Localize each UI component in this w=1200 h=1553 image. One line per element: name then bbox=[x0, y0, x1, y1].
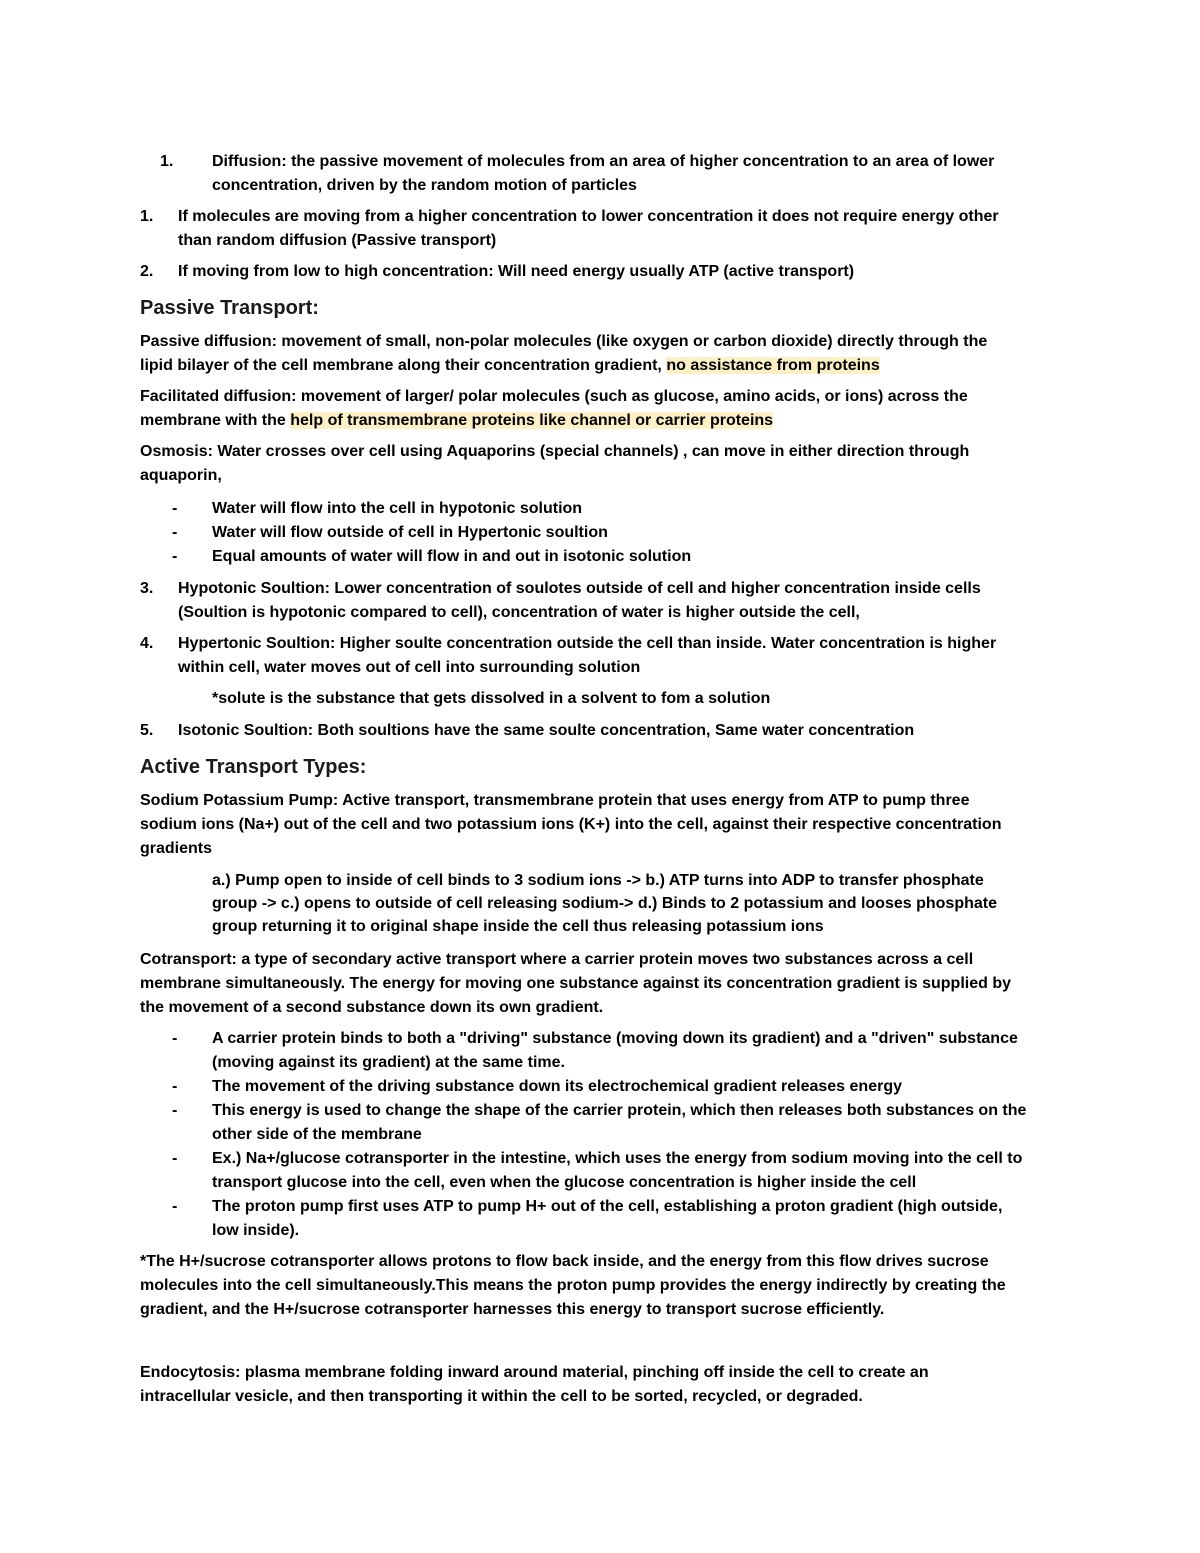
bullet-text: other side of the membrane bbox=[212, 1126, 422, 1143]
bullet-dash: - bbox=[172, 500, 178, 517]
text-line: (Soultion is hypotonic compared to cell), concentration of water is higher outside the cell, bbox=[178, 604, 860, 621]
text-line: group returning it to original shape inside the cell thus releasing potassium ions bbox=[212, 918, 824, 935]
text-line: Sodium Potassium Pump: Active transport, transmembrane protein that uses energy from ATP to pump three bbox=[140, 792, 970, 809]
bullet-dash: - bbox=[172, 524, 178, 541]
bullet-text: The proton pump first uses ATP to pump H+ out of the cell, establishing a proton gradient (high outside, bbox=[212, 1198, 1003, 1215]
text-line: a.) Pump open to inside of cell binds to 3 sodium ions -> b.) ATP turns into ADP to transfer phosphate bbox=[212, 872, 984, 889]
text-line: Facilitated diffusion: movement of larger/ polar molecules (such as glucose, amino acids, or ions) across the bbox=[140, 388, 968, 405]
text-line: sodium ions (Na+) out of the cell and two potassium ions (K+) into the cell, against their respective concentration bbox=[140, 816, 1002, 833]
list-number: 1. bbox=[140, 208, 154, 225]
bullet-text: A carrier protein binds to both a "driving" substance (moving down its gradient) and a "driven" substance bbox=[212, 1030, 1018, 1047]
bullet-text: Water will flow outside of cell in Hypertonic soultion bbox=[212, 524, 608, 541]
text-line: If moving from low to high concentration: Will need energy usually ATP (active transport) bbox=[178, 263, 855, 280]
text-line: lipid bilayer of the cell membrane along their concentration gradient, bbox=[140, 357, 667, 374]
bullet-text: transport glucose into the cell, even when the glucose concentration is higher inside the cell bbox=[212, 1174, 917, 1191]
text-line: gradient, and the H+/sucrose cotransporter harnesses this energy to transport sucrose efficiently. bbox=[140, 1301, 885, 1318]
text-line: membrane with the bbox=[140, 412, 291, 429]
text-line: Passive diffusion: movement of small, non-polar molecules (like oxygen or carbon dioxide) directly through the bbox=[140, 333, 988, 350]
text-line: *The H+/sucrose cotransporter allows protons to flow back inside, and the energy from this flow drives sucrose bbox=[140, 1253, 989, 1270]
list-number: 2. bbox=[140, 263, 154, 280]
heading-text: Passive Transport: bbox=[140, 297, 319, 319]
list-number: 5. bbox=[140, 722, 154, 739]
text-line: concentration, driven by the random motion of particles bbox=[212, 177, 637, 194]
bullet-dash: - bbox=[172, 548, 178, 565]
bullet-text: (moving against its gradient) at the same time. bbox=[212, 1054, 565, 1071]
text-line-wrap bbox=[140, 409, 773, 433]
text-line: aquaporin, bbox=[140, 467, 222, 484]
bullet-dash: - bbox=[172, 1150, 178, 1167]
bullet-dash: - bbox=[172, 1078, 178, 1095]
heading-text: Active Transport Types: bbox=[140, 756, 367, 778]
text-line: Cotransport: a type of secondary active transport where a carrier protein moves two substances across a cell bbox=[140, 951, 974, 968]
bullet-text: Ex.) Na+/glucose cotransporter in the intestine, which uses the energy from sodium moving into the cell to bbox=[212, 1150, 1023, 1167]
bullet-text: The movement of the driving substance down its electrochemical gradient releases energy bbox=[212, 1078, 902, 1095]
bullet-dash: - bbox=[172, 1030, 178, 1047]
text-line: within cell, water moves out of cell into surrounding solution bbox=[178, 659, 641, 676]
text-line: Osmosis: Water crosses over cell using Aquaporins (special channels) , can move in either direction through bbox=[140, 443, 970, 460]
text-line: If molecules are moving from a higher concentration to lower concentration it does not require energy other bbox=[178, 208, 999, 225]
bullet-text: Equal amounts of water will flow in and out in isotonic solution bbox=[212, 548, 692, 565]
text-line: Endocytosis: plasma membrane folding inward around material, pinching off inside the cell to create an bbox=[140, 1364, 929, 1381]
text-line: *solute is the substance that gets dissolved in a solvent to fom a solution bbox=[212, 690, 771, 707]
text-line: Hypotonic Soultion: Lower concentration of soulotes outside of cell and higher concentration inside cells bbox=[178, 580, 981, 597]
list-number: 1. bbox=[160, 153, 174, 170]
text-line: Hypertonic Soultion: Higher soulte concentration outside the cell than inside. Water concentration is higher bbox=[178, 635, 997, 652]
bullet-text: low inside). bbox=[212, 1222, 300, 1239]
text-line: group -> c.) opens to outside of cell releasing sodium-> d.) Binds to 2 potassium and looses phosphate bbox=[212, 895, 997, 912]
text-line-wrap bbox=[140, 354, 880, 378]
text-line: the movement of a second substance down its own gradient. bbox=[140, 999, 604, 1016]
bullet-text: Water will flow into the cell in hypotonic solution bbox=[212, 500, 583, 517]
bullet-dash: - bbox=[172, 1102, 178, 1119]
text-line: membrane simultaneously. The energy for moving one substance against its concentration gradient is supplied by bbox=[140, 975, 1011, 992]
text-line: molecules into the cell simultaneously.This means the proton pump provides the energy indirectly by creating the bbox=[140, 1277, 1006, 1294]
text-line: than random diffusion (Passive transport) bbox=[178, 232, 497, 249]
text-line: Isotonic Soultion: Both soultions have the same soulte concentration, Same water concentration bbox=[178, 722, 915, 739]
bullet-dash: - bbox=[172, 1198, 178, 1215]
bullet-text: This energy is used to change the shape of the carrier protein, which then releases both substances on the bbox=[212, 1102, 1027, 1119]
highlighted-text: help of transmembrane proteins like channel or carrier proteins bbox=[290, 412, 774, 429]
text-line: gradients bbox=[140, 840, 213, 857]
list-number: 4. bbox=[140, 635, 154, 652]
text-line: Diffusion: the passive movement of molecules from an area of higher concentration to an area of lower bbox=[212, 153, 995, 170]
text-line: intracellular vesicle, and then transporting it within the cell to be sorted, recycled, or degraded. bbox=[140, 1388, 863, 1405]
highlighted-text: no assistance from proteins bbox=[666, 357, 880, 374]
list-number: 3. bbox=[140, 580, 154, 597]
